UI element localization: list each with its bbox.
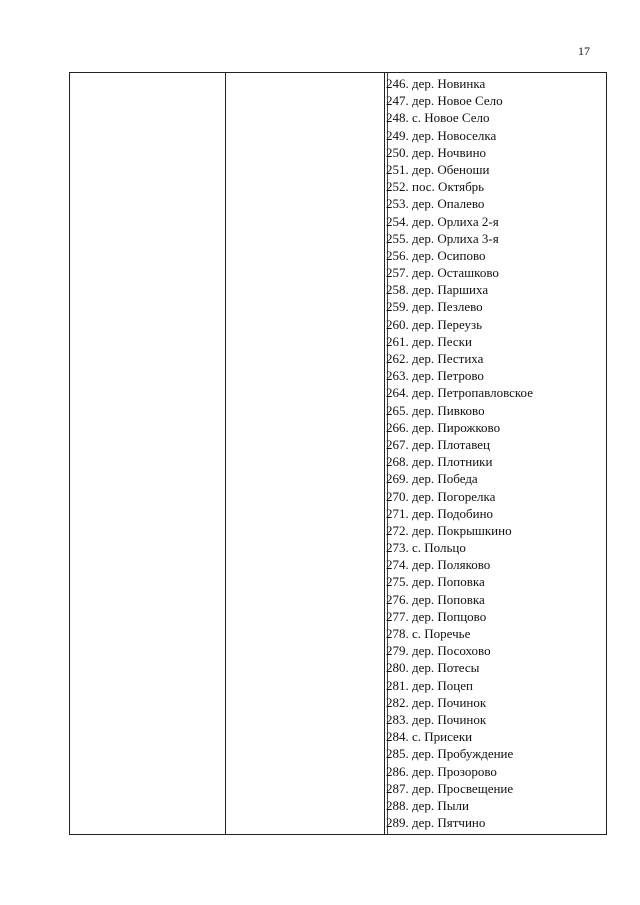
list-item: 264. дер. Петропавловское <box>386 385 533 401</box>
list-item: 261. дер. Пески <box>386 333 472 349</box>
settlement-list <box>386 75 533 831</box>
list-item: 280. дер. Потесы <box>386 660 480 676</box>
list-item: 269. дер. Победа <box>386 471 478 487</box>
list-item: 289. дер. Пятчино <box>386 815 486 831</box>
list-item: 252. пос. Октябрь <box>386 179 485 195</box>
list-item: 288. дер. Пыли <box>386 797 469 813</box>
list-item: 247. дер. Новое Село <box>386 93 503 109</box>
list-item: 250. дер. Ночвино <box>386 144 487 160</box>
list-item: 281. дер. Поцеп <box>386 677 473 693</box>
list-item: 249. дер. Новоселка <box>386 127 497 143</box>
list-item: 270. дер. Погорелка <box>386 488 496 504</box>
list-item: 254. дер. Орлиха 2-я <box>386 213 499 229</box>
list-item: 266. дер. Пирожково <box>386 419 501 435</box>
list-item: 276. дер. Поповка <box>386 591 485 607</box>
list-item: 282. дер. Починок <box>386 694 487 710</box>
list-item: 277. дер. Попцово <box>386 608 487 624</box>
list-item: 287. дер. Просвещение <box>386 780 514 796</box>
list-item: 283. дер. Починок <box>386 711 487 727</box>
list-item: 263. дер. Петрово <box>386 368 484 384</box>
list-item: 255. дер. Орлиха 3-я <box>386 230 499 246</box>
list-item: 253. дер. Опалево <box>386 196 485 212</box>
list-item: 286. дер. Прозорово <box>386 763 497 779</box>
list-item: 260. дер. Переузь <box>386 316 483 332</box>
column-divider <box>225 73 226 834</box>
list-item: 279. дер. Посохово <box>386 643 491 659</box>
list-item: 278. с. Поречье <box>386 626 471 641</box>
list-item: 267. дер. Плотавец <box>386 436 490 452</box>
list-item: 271. дер. Подобино <box>386 505 494 521</box>
list-item: 275. дер. Поповка <box>386 574 485 590</box>
list-item: 273. с. Польцо <box>386 540 466 556</box>
settlements-table <box>69 72 607 835</box>
list-item: 285. дер. Пробуждение <box>386 746 514 762</box>
list-item: 274. дер. Поляково <box>386 557 491 573</box>
list-item: 256. дер. Осипово <box>386 247 486 263</box>
page-number: 17 <box>578 44 590 58</box>
list-item: 248. с. Новое Село <box>386 110 490 126</box>
column-divider <box>384 73 385 834</box>
list-item: 251. дер. Обеноши <box>386 161 490 177</box>
list-item: 265. дер. Пивково <box>386 402 485 418</box>
list-item: 246. дер. Новинка <box>386 76 486 91</box>
list-item: 257. дер. Осташково <box>386 265 499 281</box>
list-item: 268. дер. Плотники <box>386 454 493 470</box>
list-item: 258. дер. Паршиха <box>386 282 489 298</box>
list-item: 259. дер. Пезлево <box>386 299 483 315</box>
list-item: 272. дер. Покрышкино <box>386 522 512 538</box>
list-item: 284. с. Присеки <box>386 729 473 745</box>
list-item: 262. дер. Пестиха <box>386 351 484 366</box>
